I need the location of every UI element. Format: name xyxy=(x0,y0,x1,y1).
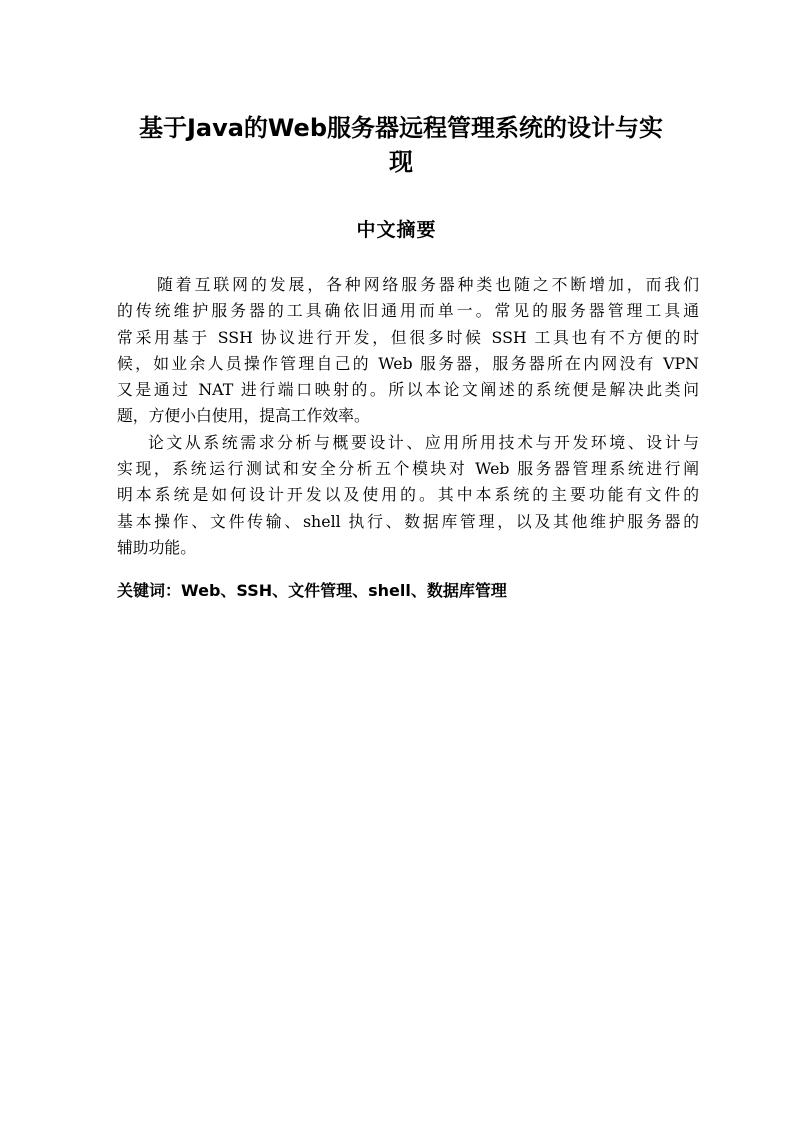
abstract-line: 题，方便小白使用，提高工作效率。 xyxy=(117,406,370,426)
abstract-line: 常采用基于 SSH 协议进行开发，但很多时候 SSH 工具也有不方便的时 xyxy=(117,327,699,347)
abstract-line: 论文从系统需求分析与概要设计、应用所用技术与开发环境、设计与 xyxy=(148,432,699,452)
abstract-line: 随着互联网的发展，各种网络服务器种类也随之不断增加，而我们 xyxy=(157,275,699,294)
keywords-list: Web、SSH、文件管理、shell、数据库管理 xyxy=(181,581,507,600)
abstract-line: 辅助功能。 xyxy=(117,537,196,557)
title-line-2: 现 xyxy=(389,148,413,176)
abstract-heading: 中文摘要 xyxy=(356,219,437,241)
keywords-label: 关键词： xyxy=(117,581,182,600)
abstract-line: 基本操作、文件传输、shell 执行、数据库管理，以及其他维护服务器的 xyxy=(117,511,699,531)
abstract-line: 候，如业余人员操作管理自己的 Web 服务器，服务器所在内网没有 VPN xyxy=(117,353,699,373)
keywords-line xyxy=(117,578,699,604)
abstract-line: 又是通过 NAT 进行端口映射的。所以本论文阐述的系统便是解决此类问 xyxy=(117,380,699,400)
abstract-line: 实现，系统运行测试和安全分析五个模块对 Web 服务器管理系统进行阐 xyxy=(117,459,699,479)
title-line-1: 基于Java的Web服务器远程管理系统的设计与实 xyxy=(138,114,664,142)
abstract-body xyxy=(117,272,699,561)
document-title xyxy=(100,111,702,179)
abstract-line: 的传统维护服务器的工具确依旧通用而单一。常见的服务器管理工具通 xyxy=(117,301,699,321)
abstract-line: 明本系统是如何设计开发以及使用的。其中本系统的主要功能有文件的 xyxy=(117,485,699,505)
